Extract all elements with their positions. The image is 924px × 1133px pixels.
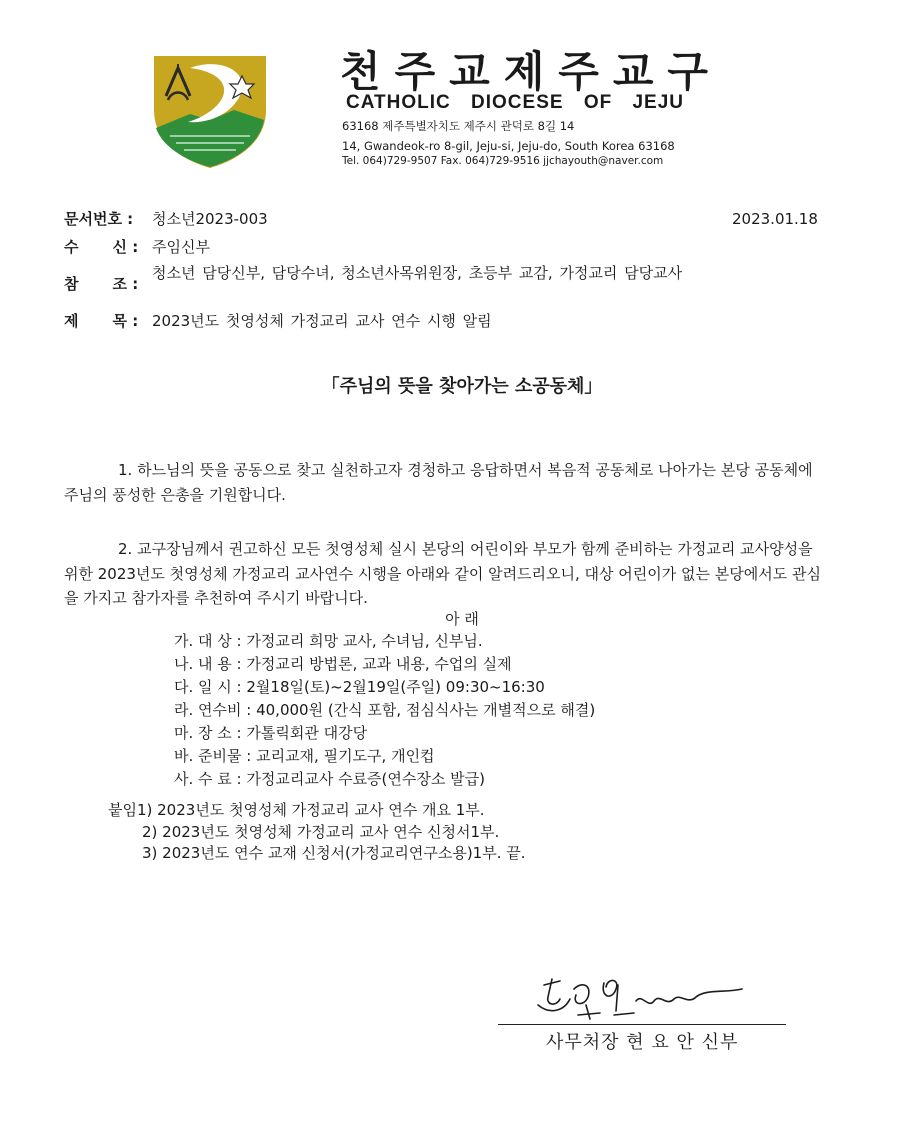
details-list bbox=[174, 630, 595, 791]
attachment-item: 3) 2023년도 연수 교재 신청서(가정교리연구소용)1부. 끝. bbox=[142, 844, 526, 862]
org-name-english: CATHOLIC DIOCESE OF JEJU bbox=[346, 92, 685, 113]
reference-label-part1: 참 bbox=[64, 275, 79, 293]
recipient-label-part1: 수 bbox=[64, 238, 79, 256]
paragraph-2 bbox=[64, 537, 824, 611]
doc-number-value: 청소년2023-003 bbox=[152, 210, 268, 228]
detail-supplies: 바. 준비물 : 교리교재, 필기도구, 개인컵 bbox=[174, 747, 435, 765]
reference-label-part2: 조 : bbox=[112, 275, 139, 293]
detail-certificate: 사. 수 료 : 가정교리교사 수료증(연수장소 발급) bbox=[174, 770, 485, 788]
paragraph-2-text: 2. 교구장님께서 권고하신 모든 첫영성체 실시 본당의 어린이와 부모가 함께 준비하는 가정교리 교사양성을 위한 2023년도 첫영성체 가정교리 교사연수 시행을 아래와 같이 알려드리오니, 대상 어린이가 없는 본당에서도 관심을 가지고 참가자를 추천하여 주시기 바랍니다. bbox=[64, 540, 821, 607]
contact-info: Tel. 064)729-9507 Fax. 064)729-9516 jjchayouth@naver.com bbox=[342, 155, 664, 167]
doc-number-label: 문서번호 : bbox=[64, 210, 134, 228]
recipient-label-part2: 신 : bbox=[112, 238, 139, 256]
recipient-label bbox=[64, 236, 148, 258]
notice-heading: 아 래 bbox=[445, 610, 479, 628]
paragraph-1-text: 1. 하느님의 뜻을 공동으로 찾고 실천하고자 경청하고 응답하면서 복음적 공동체로 나아가는 본당 공동체에 주님의 풍성한 은총을 기원합니다. bbox=[64, 461, 813, 504]
detail-content: 나. 내 용 : 가정교리 방법론, 교과 내용, 수업의 실제 bbox=[174, 655, 512, 673]
subject-label-part2: 목 : bbox=[112, 312, 139, 330]
diocese-emblem-icon bbox=[150, 50, 270, 170]
subject-label-part1: 제 bbox=[64, 312, 79, 330]
handwritten-signature bbox=[530, 975, 750, 1025]
detail-schedule: 다. 일 시 : 2월18일(토)~2월19일(주일) 09:30~16:30 bbox=[174, 678, 545, 696]
attachment-item: 붙임1) 2023년도 첫영성체 가정교리 교사 연수 개요 1부. bbox=[108, 801, 485, 819]
paragraph-1 bbox=[64, 458, 824, 507]
detail-venue: 마. 장 소 : 가톨릭회관 대강당 bbox=[174, 724, 368, 742]
attachments-list bbox=[108, 800, 526, 865]
org-name-korean: 천주교제주교구 bbox=[340, 47, 723, 96]
doc-date: 2023.01.18 bbox=[732, 210, 818, 228]
slogan: 「주님의 뜻을 찾아가는 소공동체」 bbox=[321, 376, 603, 397]
signature-line bbox=[498, 1024, 786, 1025]
reference-label bbox=[64, 273, 148, 295]
attachment-item: 2) 2023년도 첫영성체 가정교리 교사 연수 신청서1부. bbox=[142, 822, 500, 841]
recipient-value: 주임신부 bbox=[152, 238, 210, 256]
subject-value: 2023년도 첫영성체 가정교리 교사 연수 시행 알림 bbox=[152, 312, 492, 330]
address-korean: 63168 제주특별자치도 제주시 관덕로 8길 14 bbox=[342, 119, 575, 133]
detail-fee: 라. 연수비 : 40,000원 (간식 포함, 점심식사는 개별적으로 해결) bbox=[174, 701, 596, 719]
reference-value: 청소년 담당신부, 담당수녀, 청소년사목위원장, 초등부 교감, 가정교리 담당교사 bbox=[152, 264, 683, 282]
detail-target: 가. 대 상 : 가정교리 희망 교사, 수녀님, 신부님. bbox=[174, 632, 483, 650]
signatory-name: 사무처장 현 요 안 신부 bbox=[546, 1032, 739, 1053]
subject-label bbox=[64, 310, 148, 332]
address-english: 14, Gwandeok-ro 8-gil, Jeju-si, Jeju-do, South Korea 63168 bbox=[342, 139, 675, 153]
